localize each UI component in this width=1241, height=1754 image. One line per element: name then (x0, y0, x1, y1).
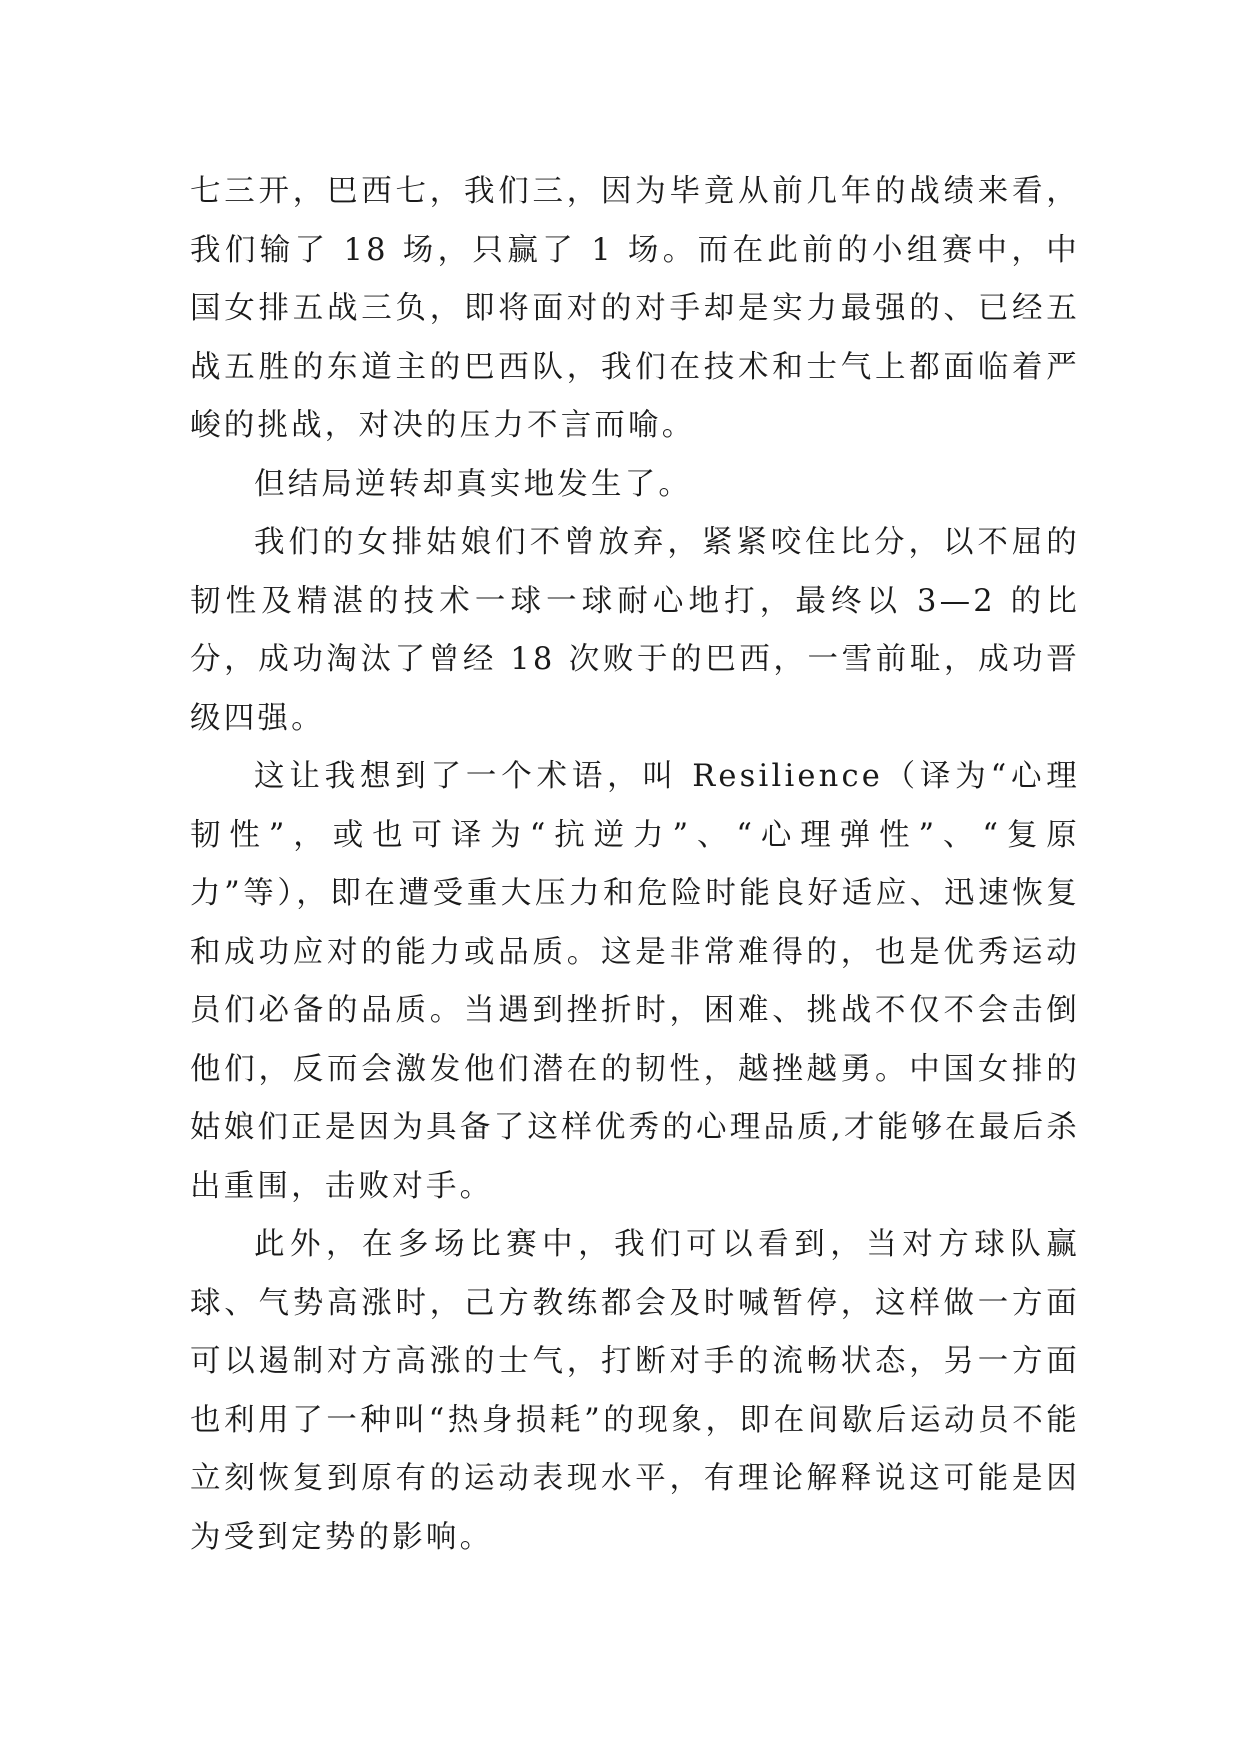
paragraph-3: 我们的女排姑娘们不曾放弃，紧紧咬住比分，以不屈的韧性及精湛的技术一球一球耐心地打，最终以 3—2 的比分，成功淘汰了曾经 18 次败于的巴西，一雪前耻，成功晋级四强。 (190, 525, 1080, 736)
paragraph-2: 但结局逆转却真实地发生了。 (254, 466, 693, 502)
document-body (190, 163, 1080, 1567)
paragraph-5: 此外，在多场比赛中，我们可以看到，当对方球队赢球、气势高涨时，己方教练都会及时喊暂停，这样做一方面可以遏制对方高涨的士气，打断对手的流畅状态，另一方面也利用了一种叫“热身损耗”的现象，即在间歇后运动员不能立刻恢复到原有的运动表现水平，有理论解释说这可能是因为受到定势的影响。 (190, 1227, 1080, 1555)
paragraph-4: 这让我想到了一个术语，叫 Resilience（译为“心理韧性”，或也可译为“抗逆力”、“心理弹性”、“复原力”等），即在遭受重大压力和危险时能良好适应、迅速恢复和成功应对的能力或品质。这是非常难得的，也是优秀运动员们必备的品质。当遇到挫折时，困难、挑战不仅不会击倒他们，反而会激发他们潜在的韧性，越挫越勇。中国女排的姑娘们正是因为具备了这样优秀的心理品质,才能够在最后杀出重围，击败对手。 (190, 759, 1080, 1204)
paragraph-1: 七三开，巴西七，我们三，因为毕竟从前几年的战绩来看，我们输了 18 场，只赢了 1 场。而在此前的小组赛中，中国女排五战三负，即将面对的对手却是实力最强的、已经五战五胜的东道主的巴西队，我们在技术和士气上都面临着严峻的挑战，对决的压力不言而喻。 (190, 174, 1080, 443)
